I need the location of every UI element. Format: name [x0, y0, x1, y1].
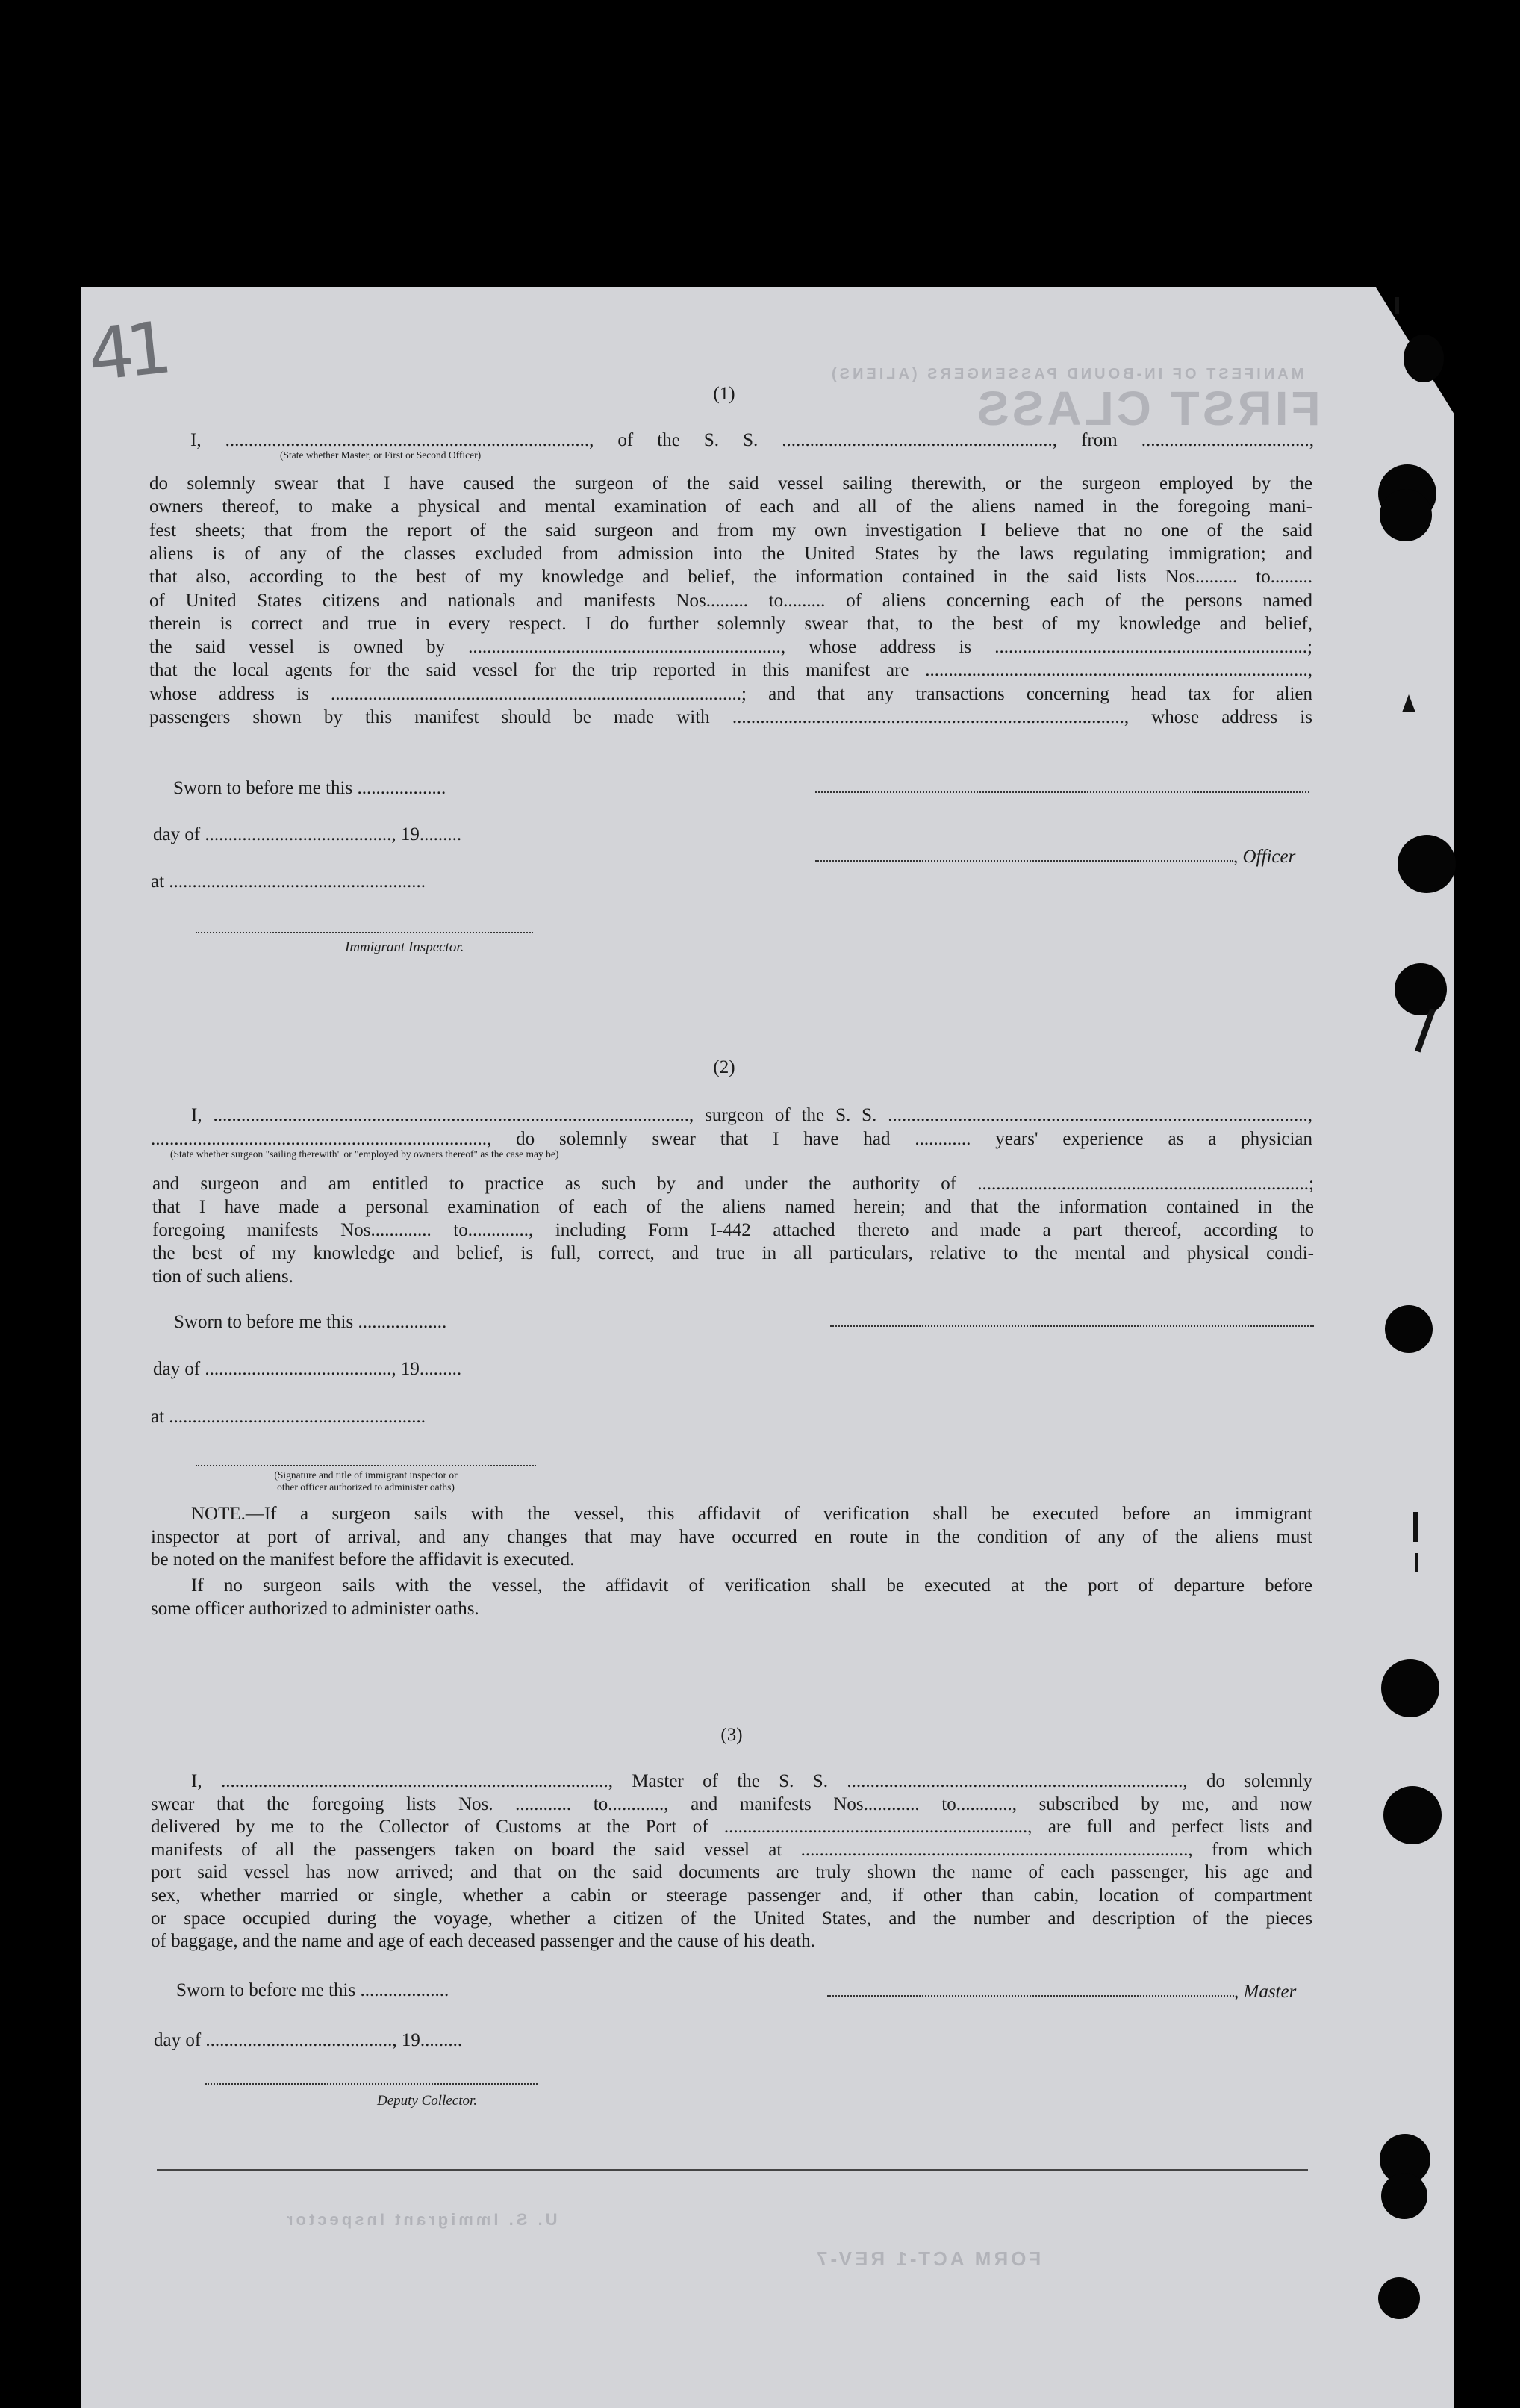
section-1-line-1: I, .............................................................................., of the S. S. .........................................................., from ....................................,: [190, 430, 1314, 450]
section-2-day: day of ........................................, 19.........: [153, 1359, 462, 1379]
section-1-inspector-label: Immigrant Inspector.: [345, 939, 464, 955]
punch-hole: [1395, 963, 1447, 1015]
section-1-officer-label: , Officer: [1233, 847, 1296, 867]
punch-hole: [1398, 835, 1456, 893]
s2n-line: If no surgeon sails with the vessel, the affidavit of verification shall be executed at the port of departure before: [191, 1575, 1312, 1596]
section-2-inspector-line: [196, 1465, 536, 1466]
section-2-number: (2): [713, 1057, 735, 1077]
s2p-line: tion of such aliens.: [152, 1266, 293, 1287]
section-2-sign-line: [830, 1325, 1314, 1327]
margin-mark: [1395, 297, 1399, 314]
punch-hole: [1383, 1786, 1442, 1844]
section-1-sworn: Sworn to before me this ...................: [173, 778, 446, 798]
s1p-line: whose address is ........................................................................................; and that any transactions concerning head tax for alien: [149, 683, 1312, 704]
s3p-line: delivered by me to the Collector of Customs at the Port of ................................................................., are full and perfect lists and: [151, 1817, 1312, 1838]
punch-hole: [1380, 489, 1432, 541]
punch-hole: [1378, 2277, 1420, 2319]
section-3-sworn: Sworn to before me this ...................: [176, 1980, 449, 2000]
bleed-through-header: MANIFEST OF IN-BOUND PASSENGERS (ALIENS): [829, 366, 1304, 382]
punch-hole: [1381, 2173, 1427, 2219]
section-3-collector-label: Deputy Collector.: [377, 2093, 478, 2109]
punch-hole: [1381, 1659, 1439, 1717]
section-3-number: (3): [720, 1725, 743, 1745]
s3p-line: sex, whether married or single, whether a cabin or steerage passenger and, if other than cabin, location of compartment: [151, 1885, 1312, 1905]
bottom-rule: [157, 2169, 1308, 2171]
s3p-line: manifests of all the passengers taken on board the said vessel at ..................................................................................., from which: [151, 1839, 1312, 1860]
s2n-line: NOTE.—If a surgeon sails with the vessel, this affidavit of verification shall be executed before an immigrant: [191, 1504, 1312, 1524]
s1p-line: of United States citizens and nationals and manifests Nos......... to......... of aliens concerning each of the persons named: [149, 590, 1312, 611]
s2p-line: foregoing manifests Nos............. to............., including Form I-442 attached thereto and made a part thereof, according to: [152, 1220, 1314, 1240]
section-1-inspector-line: [196, 932, 533, 933]
section-2-line-1: I, ......................................................................................................, surgeon of the S. S. ..........................................................................................,: [191, 1105, 1312, 1125]
s2p-line: the best of my knowledge and belief, is full, correct, and true in all particulars, relative to the mental and physical condi-: [152, 1243, 1314, 1263]
section-1-officer-note: (State whether Master, or First or Second Officer): [280, 449, 482, 461]
section-1-number: (1): [713, 384, 735, 404]
section-3-master-line: [827, 1995, 1234, 1997]
bleed-through-form: FORM ACT-1 REV-7: [814, 2247, 1041, 2270]
s3p-line: or space occupied during the voyage, whether a citizen of the United States, and the number and description of the pieces: [151, 1908, 1312, 1929]
bleed-through-title: FIRST CLASS: [974, 382, 1321, 435]
section-2-sign-note-1: (Signature and title of immigrant inspector or: [274, 1469, 458, 1481]
s3p-line: of baggage, and the name and age of each deceased passenger and the cause of his death.: [151, 1931, 815, 1952]
handwritten-page-number: 41: [84, 305, 169, 398]
section-1-day: day of ........................................, 19.........: [153, 824, 462, 844]
s2p-line: that I have made a personal examination of each of the aliens named herein; and that the information contained in the: [152, 1197, 1314, 1217]
section-1-at: at .......................................................: [151, 871, 426, 892]
s3p-line: swear that the foregoing lists Nos. ............ to............, and manifests Nos............ to............, subscribed by me, and now: [151, 1793, 1312, 1814]
s1p-line: that also, according to the best of my knowledge and belief, the information contained in the said lists Nos......... to.........: [149, 567, 1312, 588]
s1p-line: therein is correct and true in every respect. I do further solemnly swear that, to the best of my knowledge and belief,: [149, 613, 1312, 634]
s1p-line: passengers shown by this manifest should be made with ...................................................................................., whose address is: [149, 707, 1312, 727]
s2p-line: and surgeon and am entitled to practice as such by and under the authority of .......................................................................;: [152, 1174, 1314, 1194]
s2n-line: be noted on the manifest before the affidavit is executed.: [151, 1549, 575, 1569]
s1p-line: the said vessel is owned by ..................................................................., whose address is ...................................................................;: [149, 637, 1312, 658]
margin-mark: [1413, 1512, 1418, 1542]
s1p-line: owners thereof, to make a physical and mental examination of each and all of the aliens named in the foregoing mani-: [149, 497, 1312, 517]
s3p-line: port said vessel has now arrived; and that on the said documents are truly shown the name of each passenger, his age and: [151, 1862, 1312, 1883]
section-2-sworn: Sworn to before me this ...................: [174, 1312, 447, 1332]
s1p-line: do solemnly swear that I have caused the surgeon of the said vessel sailing therewith, or the surgeon employed by the: [149, 473, 1312, 494]
punch-hole: [1385, 1305, 1433, 1353]
section-3-collector-line: [205, 2083, 538, 2085]
section-1-sign-line: [815, 791, 1309, 793]
section-2-at: at .......................................................: [151, 1407, 426, 1427]
section-1-officer-line: [815, 860, 1233, 862]
margin-mark: [1415, 1553, 1418, 1572]
section-2-line-2: ........................................................................, do solemnly swear that I have had ............ years' experience as a physician: [151, 1129, 1312, 1149]
section-3-day: day of ........................................, 19.........: [154, 2030, 463, 2050]
s2n-line: inspector at port of arrival, and any changes that may have occurred en route in the condition of any of the aliens must: [151, 1526, 1312, 1547]
punch-hole: [1404, 335, 1444, 382]
s1p-line: that the local agents for the said vessel for the trip reported in this manifest are ..................................................................................,: [149, 660, 1312, 681]
s3p-line: I, ..................................................................................., Master of the S. S. ........................................................................, do solemnly: [191, 1771, 1312, 1791]
bleed-through-inspector: U. S. Immigrant Inspector: [284, 2210, 558, 2229]
s2n-line: some officer authorized to administer oaths.: [151, 1598, 479, 1619]
section-2-sign-note-2: other officer authorized to administer oaths): [277, 1481, 455, 1493]
section-3-master-label: , Master: [1234, 1982, 1297, 2002]
s1p-line: aliens is of any of the classes excluded from admission into the United States by the laws regulating immigration; and: [149, 543, 1312, 564]
section-2-surgeon-note: (State whether surgeon "sailing therewith" or "employed by owners thereof" as the case may be): [170, 1148, 559, 1160]
s1p-line: fest sheets; that from the report of the said surgeon and from my own investigation I believe that no one of the said: [149, 520, 1312, 541]
